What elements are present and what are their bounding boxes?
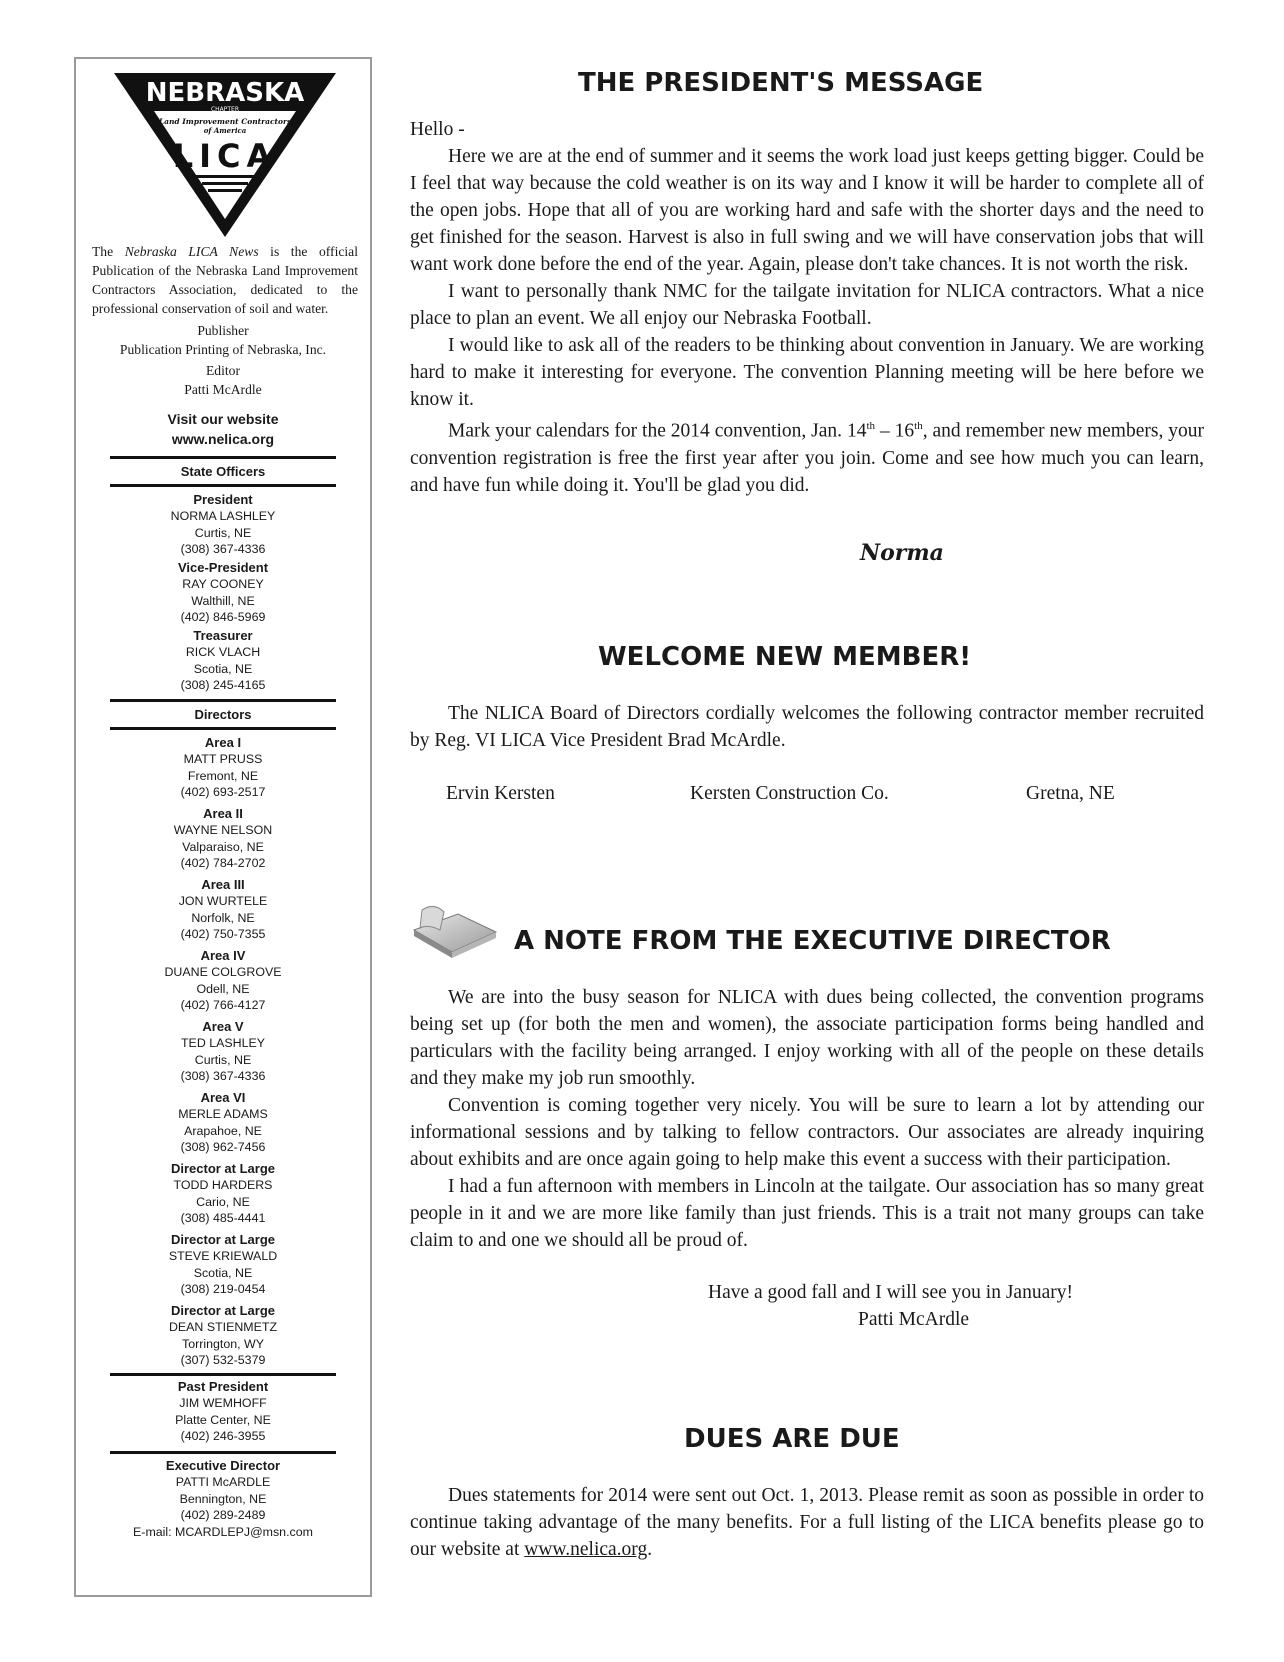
- logo-chapter: CHAPTER: [210, 106, 240, 113]
- officer-president: [76, 492, 370, 558]
- officer-phone: (308) 367-4336: [180, 542, 266, 557]
- director-city: Curtis, NE: [194, 1052, 252, 1067]
- officer-name: RICK VLACH: [185, 645, 261, 660]
- paragraph: The NLICA Board of Directors cordially welcomes the following contractor member recruited by Reg. VI LICA Vice President Brad McArdle.: [410, 703, 1204, 751]
- director-role: Area IV: [200, 948, 246, 963]
- paragraph: I want to personally thank NMC for the tailgate invitation for NLICA contractors. What a nice place to plan an event. We all enjoy our Nebraska Football.: [410, 281, 1204, 329]
- paragraph: Here we are at the end of summer and it seems the work load just keeps getting bigger. Could be I feel that way because the cold weather is on its way and I know it will be harder to complete all of the open jobs. Hope that all of you are working hard and safe with the shorter days and the need to get finished for the season. Harvest is also in full swing and we will have conservation jobs that will want work done before the end of the year. Again, please don't take chances. It is not worth the risk.: [410, 146, 1204, 275]
- director-role: Director at Large: [170, 1232, 276, 1247]
- editor-label: Editor: [206, 363, 240, 378]
- officer-phone: (308) 245-4165: [180, 678, 266, 693]
- director-city: Norfolk, NE: [191, 910, 255, 925]
- director-name: STEVE KRIEWALD: [168, 1249, 278, 1264]
- directors-heading: Directors: [194, 707, 252, 722]
- officer-role: Vice-President: [177, 560, 269, 575]
- paragraph: Convention is coming together very nicely. You will be sure to learn a lot by attending our informational sessions and by talking to fellow contractors. Our associates are already inquiring about exhibits and are once again going to help make this event a success with their participation.: [410, 1095, 1204, 1170]
- director-name: TODD HARDERS: [173, 1178, 273, 1193]
- executive-director-email: E-mail: MCARDLEPJ@msn.com: [133, 1524, 313, 1539]
- paragraph: [410, 1482, 1204, 1563]
- member-city: Gretna, NE: [1026, 783, 1115, 804]
- officer-city: Scotia, NE: [193, 661, 253, 676]
- director-city: Odell, NE: [196, 981, 250, 996]
- director-name: DUANE COLGROVE: [164, 965, 282, 980]
- director-name: MATT PRUSS: [183, 752, 263, 767]
- director-role: Area VI: [200, 1090, 246, 1105]
- divider: [110, 1373, 336, 1376]
- director-name: TED LASHLEY: [180, 1036, 265, 1051]
- welcome-body: [410, 700, 1204, 754]
- past-president-role: Past President: [177, 1379, 269, 1394]
- past-president: [76, 1379, 370, 1445]
- director-phone: (308) 962-7456: [180, 1140, 266, 1155]
- lica-logo: [110, 69, 340, 241]
- past-president-city: Platte Center, NE: [175, 1412, 271, 1427]
- publisher-label: Publisher: [197, 323, 249, 338]
- officer-treasurer: [76, 628, 370, 694]
- director-role: Area V: [202, 1019, 244, 1034]
- director-area-3: [76, 877, 370, 943]
- officer-phone: (402) 846-5969: [180, 610, 266, 625]
- website-link[interactable]: www.nelica.org: [524, 1539, 648, 1560]
- state-officers-heading: State Officers: [180, 464, 266, 479]
- director-phone: (402) 750-7355: [180, 927, 266, 942]
- divider: [110, 484, 336, 487]
- director-area-4: [76, 948, 370, 1014]
- director-role: Area III: [201, 877, 245, 892]
- director-role: Director at Large: [170, 1303, 276, 1318]
- director-name: MERLE ADAMS: [178, 1107, 268, 1122]
- officer-role: Treasurer: [193, 628, 253, 643]
- presidents-message-heading: THE PRESIDENT'S MESSAGE: [578, 68, 984, 98]
- past-president-name: JIM WEMHOFF: [179, 1396, 267, 1411]
- director-area-6: [76, 1090, 370, 1156]
- director-phone: (402) 766-4127: [180, 998, 266, 1013]
- director-area-2: [76, 806, 370, 872]
- director-city: Fremont, NE: [187, 768, 259, 783]
- member-company: Kersten Construction Co.: [690, 783, 889, 804]
- publication-intro: [92, 242, 358, 318]
- text-segment: .: [647, 1539, 653, 1560]
- text-segment: Dues statements for 2014 were sent out Oct. 1, 2013. Please remit as soon as possible in order to continue taking advantage of the many benefits. For a full listing of the LICA benefits please go to our website at: [410, 1485, 1204, 1560]
- logo-org-line2: of America: [203, 126, 247, 135]
- superscript: th: [866, 420, 876, 432]
- website-text: www.nelica.org: [171, 431, 275, 447]
- intro-publication-name: Nebraska LICA News: [124, 244, 259, 259]
- director-phone: (308) 367-4336: [180, 1069, 266, 1084]
- director-city: Valparaiso, NE: [182, 839, 264, 854]
- divider: [110, 699, 336, 702]
- member-name: Ervin Kersten: [446, 783, 555, 804]
- closing-line: Have a good fall and I will see you in January!: [708, 1282, 1073, 1303]
- paragraph: We are into the busy season for NLICA with dues being collected, the convention programs being set up (for both the men and women), the associate participation forms being handled and particulars with the facility being arranged. I enjoy working with all of the people on these details and they make my job run smoothly.: [410, 987, 1204, 1089]
- director-area-5: [76, 1019, 370, 1085]
- director-role: Director at Large: [170, 1161, 276, 1176]
- executive-director-contact: [76, 1458, 370, 1540]
- sidebar: [74, 57, 372, 1597]
- director-city: Torrington, WY: [182, 1336, 264, 1351]
- executive-director-city: Bennington, NE: [179, 1491, 267, 1506]
- text-segment: , and remember new members, your convention registration is free the first year after you join. Come and see how much you can learn, and have fun while doing it. You'll be glad you did.: [410, 420, 1204, 496]
- logo-state: NEBRASKA: [145, 78, 305, 108]
- divider: [110, 456, 336, 459]
- executive-director-phone: (402) 289-2489: [180, 1508, 266, 1523]
- greeting: Hello -: [410, 119, 465, 140]
- director-name: DEAN STIENMETZ: [168, 1320, 278, 1335]
- divider: [110, 1451, 336, 1454]
- officer-city: Curtis, NE: [194, 525, 252, 540]
- visit-label: Visit our website: [167, 411, 279, 427]
- officer-role: President: [193, 492, 253, 507]
- director-phone: (308) 485-4441: [180, 1211, 266, 1226]
- executive-note-heading: A NOTE FROM THE EXECUTIVE DIRECTOR: [514, 926, 1111, 956]
- text-segment: – 16: [875, 420, 915, 442]
- executive-note-body: [410, 984, 1204, 1254]
- paragraph: [410, 413, 1204, 499]
- paragraph: I had a fun afternoon with members in Lincoln at the tailgate. Our association has so many great people in it and we are more like family than just friends. This is a trait not many groups can take claim to and one we should all be proud of.: [410, 1176, 1204, 1251]
- past-president-phone: (402) 246-3955: [180, 1429, 266, 1444]
- dues-body: [410, 1482, 1204, 1563]
- director-phone: (308) 219-0454: [180, 1282, 266, 1297]
- director-area-1: [76, 735, 370, 801]
- director-city: Scotia, NE: [193, 1265, 253, 1280]
- director-phone: (307) 532-5379: [180, 1353, 266, 1368]
- director-at-large: [76, 1161, 370, 1227]
- director-role: Area I: [204, 735, 242, 750]
- paragraph: I would like to ask all of the readers to be thinking about convention in January. We are working hard to make it interesting for everyone. The convention Planning meeting will be here before we know it.: [410, 335, 1204, 410]
- executive-director-name: PATTI McARDLE: [175, 1475, 271, 1490]
- superscript: th: [914, 420, 923, 432]
- welcome-heading: WELCOME NEW MEMBER!: [598, 642, 972, 672]
- intro-text-pre: The: [92, 244, 125, 259]
- director-phone: (402) 693-2517: [180, 785, 266, 800]
- note-pad-icon: [410, 900, 498, 960]
- editor-name: Patti McArdle: [184, 382, 262, 397]
- publisher-name: Publication Printing of Nebraska, Inc.: [119, 342, 327, 357]
- logo-org-line1: Land Improvement Contractors: [158, 117, 292, 126]
- officer-vice-president: [76, 560, 370, 626]
- logo-acronym: LICA: [172, 137, 278, 175]
- closing-name: Patti McArdle: [858, 1309, 970, 1330]
- officer-name: NORMA LASHLEY: [170, 509, 276, 524]
- divider: [110, 727, 336, 730]
- director-city: Cario, NE: [196, 1194, 250, 1209]
- director-name: WAYNE NELSON: [173, 823, 273, 838]
- director-at-large: [76, 1232, 370, 1298]
- director-phone: (402) 784-2702: [180, 856, 266, 871]
- text-segment: Mark your calendars for the 2014 convention, Jan. 14: [448, 420, 867, 442]
- director-name: JON WURTELE: [178, 894, 268, 909]
- director-role: Area II: [203, 806, 243, 821]
- director-at-large: [76, 1303, 370, 1369]
- officer-city: Walthill, NE: [191, 593, 255, 608]
- officer-name: RAY COONEY: [182, 577, 264, 592]
- dues-heading: DUES ARE DUE: [684, 1424, 900, 1454]
- executive-director-role: Executive Director: [165, 1458, 281, 1473]
- signature: Norma: [860, 540, 944, 566]
- director-city: Arapahoe, NE: [184, 1123, 262, 1138]
- intro-text-post: is the official Publication of the Nebraska Land Improvement Contractors Association, dedicated to the professional conservation of soil and water.: [92, 244, 358, 316]
- presidents-message-body: [410, 116, 1204, 499]
